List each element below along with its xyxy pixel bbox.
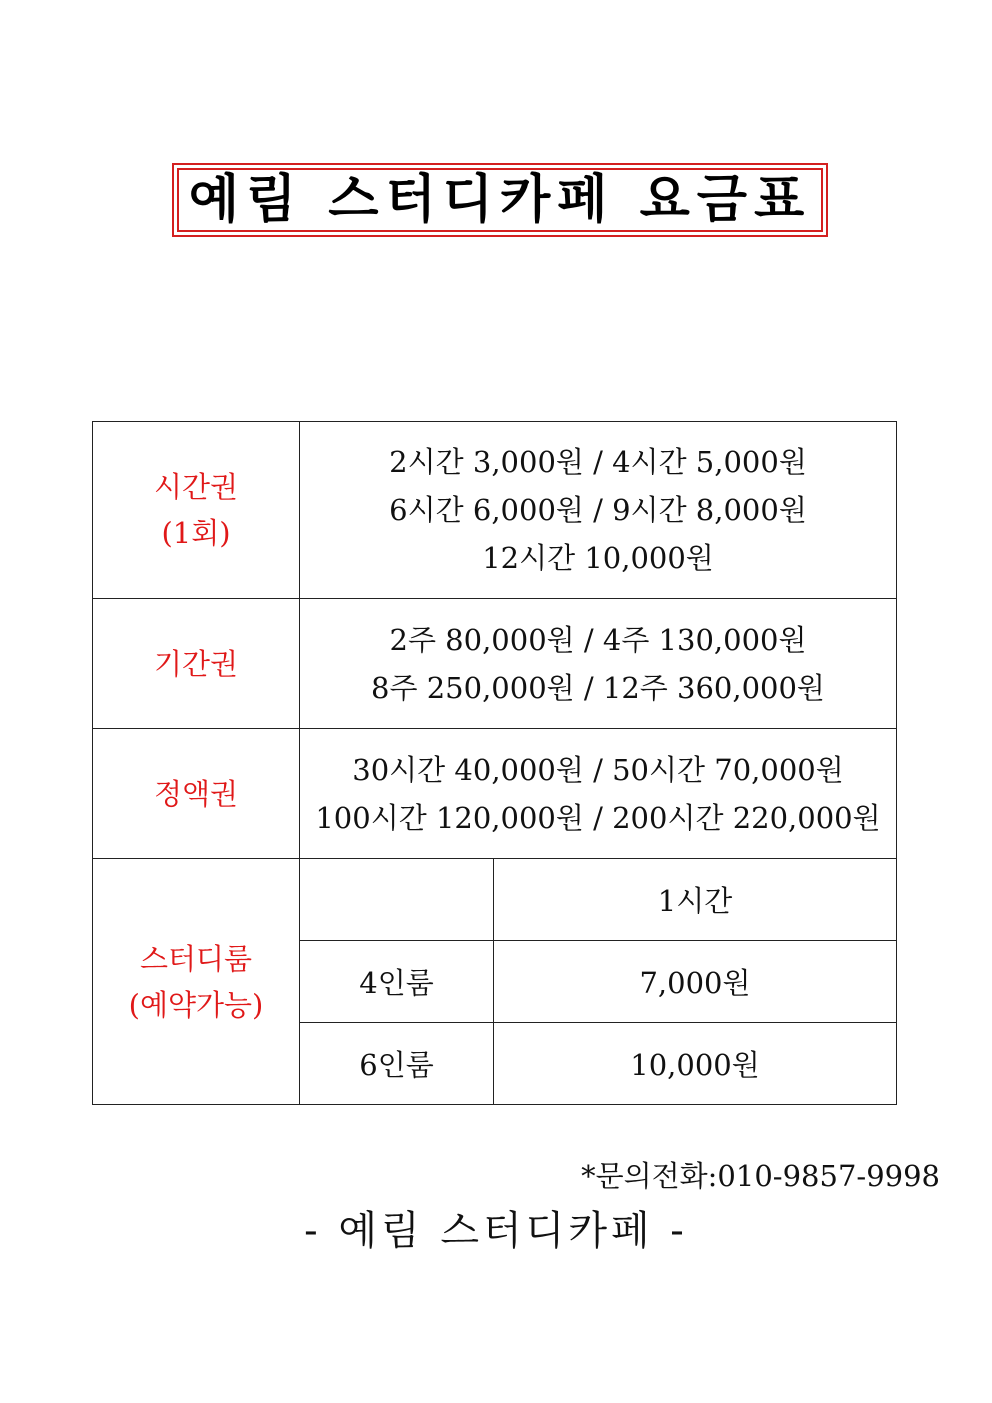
category-label: 정액권 (153, 776, 239, 811)
price-line: 2주 80,000원 / 4주 130,000원 (389, 622, 807, 657)
price-line: 12시간 10,000원 (482, 541, 714, 575)
category-period-pass (93, 599, 300, 729)
time-pass-prices (300, 422, 897, 599)
category-label: 시간권 (153, 470, 239, 504)
title-inner-frame (177, 168, 823, 232)
category-study-room (93, 859, 300, 1105)
price-table (92, 421, 897, 1105)
price-line: 30시간 40,000원 / 50시간 70,000원 (352, 752, 844, 787)
table-row-time-pass (93, 422, 897, 599)
table-row-study-room-header (93, 859, 897, 941)
room-price: 10,000원 (494, 1023, 897, 1105)
study-room-header-duration: 1시간 (494, 859, 897, 941)
contact-phone: *문의전화:010-9857-9998 (581, 1159, 940, 1193)
category-sublabel: (예약가능) (128, 987, 264, 1022)
category-label: 기간권 (153, 646, 239, 681)
fixed-pass-prices (300, 729, 897, 859)
category-fixed-pass (93, 729, 300, 859)
price-line: 8주 250,000원 / 12주 360,000원 (371, 670, 825, 705)
category-time-pass (93, 422, 300, 599)
footer-brand: - 예림 스터디카페 - (304, 1208, 688, 1254)
room-name: 4인룸 (300, 941, 494, 1023)
room-price: 7,000원 (494, 941, 897, 1023)
page-title: 예림 스터디카페 요금표 (188, 170, 812, 230)
price-line: 100시간 120,000원 / 200시간 220,000원 (315, 800, 881, 835)
table-row-fixed-pass (93, 729, 897, 859)
study-room-header-empty (300, 859, 494, 941)
price-line: 2시간 3,000원 / 4시간 5,000원 (389, 445, 807, 479)
category-label: 스터디룸 (139, 941, 253, 976)
period-pass-prices (300, 599, 897, 729)
category-sublabel: (1회) (161, 516, 231, 550)
title-frame (172, 163, 828, 237)
table-row-period-pass (93, 599, 897, 729)
room-name: 6인룸 (300, 1023, 494, 1105)
price-line: 6시간 6,000원 / 9시간 8,000원 (389, 493, 807, 527)
